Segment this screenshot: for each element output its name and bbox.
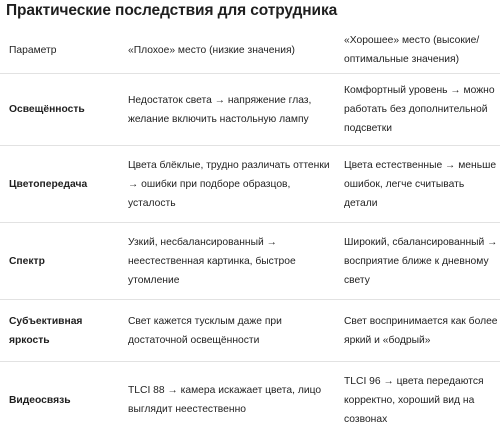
good-cell: TLCI 96 → цвета передаются корректно, хороший вид на созвонах: [338, 362, 500, 434]
header-param: Параметр: [0, 28, 119, 74]
param-cell: Видеосвязь: [0, 362, 119, 434]
bad-cell: TLCI 88 → камера искажает цвета, лицо выглядит неестественно: [119, 362, 338, 434]
table-row: [0, 74, 500, 146]
good-cell: Цвета естественные → меньше ошибок, легче считывать детали: [338, 146, 500, 223]
good-cell: Широкий, сбалансированный → восприятие ближе к дневному свету: [338, 223, 500, 300]
header-good-place: «Хорошее» место (высокие/оптимальные значения): [338, 28, 500, 74]
table-row: [0, 146, 500, 223]
param-cell: Субъективная яркость: [0, 300, 119, 362]
page-title: Практические последствия для сотрудника: [6, 2, 337, 20]
good-cell: Комфортный уровень → можно работать без дополнительной подсветки: [338, 74, 500, 146]
table-row: [0, 362, 500, 434]
table-header-row: [0, 28, 500, 74]
param-cell: Цветопередача: [0, 146, 119, 223]
bad-cell: Свет кажется тусклым даже при достаточной освещённости: [119, 300, 338, 362]
param-cell: Спектр: [0, 223, 119, 300]
param-cell: Освещённость: [0, 74, 119, 146]
bad-cell: Цвета блёклые, трудно различать оттенки → ошибки при подборе образцов, усталость: [119, 146, 338, 223]
table-row: [0, 300, 500, 362]
bad-cell: Недостаток света → напряжение глаз, желание включить настольную лампу: [119, 74, 338, 146]
table-row: [0, 223, 500, 300]
consequences-table: [0, 28, 500, 434]
header-bad-place: «Плохое» место (низкие значения): [119, 28, 338, 74]
good-cell: Свет воспринимается как более яркий и «бодрый»: [338, 300, 500, 362]
bad-cell: Узкий, несбалансированный → неестественная картинка, быстрое утомление: [119, 223, 338, 300]
